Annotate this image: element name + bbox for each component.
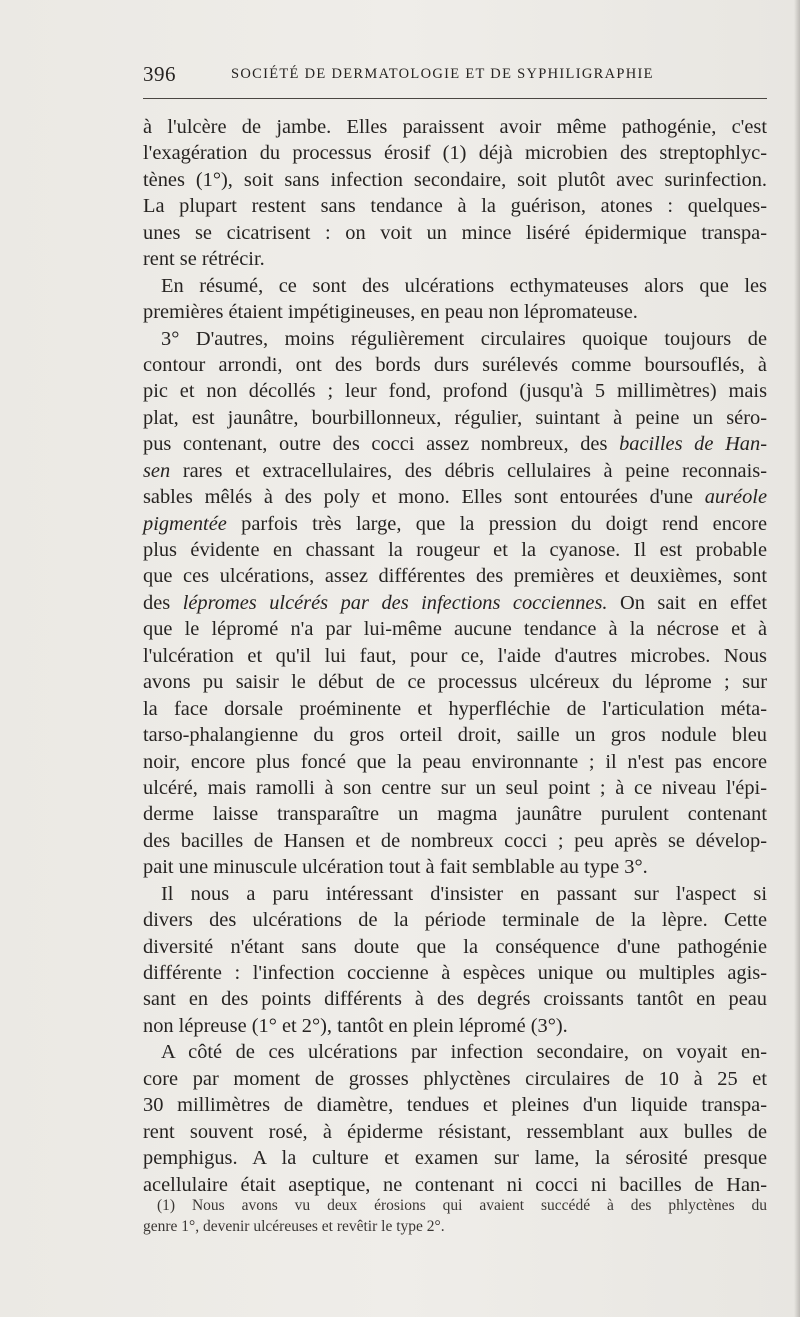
- text-line: premières étaient impétigineuses, en peau non lépromateuse.: [143, 301, 638, 324]
- text-line: ulcéré, mais ramolli à son centre sur un seul point ; à ce niveau l'épi-: [143, 776, 767, 799]
- text-line: tarso-phalangienne du gros orteil droit, saille un gros nodule bleu: [143, 724, 767, 747]
- text-line: pait une minuscule ulcération tout à fait semblable au type 3°.: [143, 856, 648, 879]
- text-line: tènes (1°), soit sans infection secondaire, soit plutôt avec surinfection.: [143, 168, 767, 191]
- text-line: derme laisse transparaître un magma jaunâtre purulent contenant: [143, 803, 767, 826]
- text-line: plus évidente en chassant la rougeur et la cyanose. Il est probable: [143, 539, 767, 561]
- text-line: l'ulcération et qu'il lui faut, pour ce, l'aide d'autres microbes. Nous: [143, 644, 767, 667]
- text-line: différente : l'infection coccienne à espèces unique ou multiples agis-: [143, 962, 767, 984]
- text-line: que ces ulcérations, assez différentes des premières et deuxièmes, sont: [143, 565, 767, 588]
- text-line: des bacilles de Hansen et de nombreux cocci ; peu après se dévelop-: [143, 829, 767, 852]
- footnote-line: (1) Nous avons vu deux érosions qui avaient succédé à des phlyctènes du: [157, 1197, 767, 1214]
- text-line: La plupart restent sans tendance à la guérison, atones : quelques-: [143, 195, 767, 218]
- text-line: core par moment de grosses phlyctènes circulaires de 10 à 25 et: [143, 1067, 767, 1090]
- text-line: diversité n'étant sans doute que la conséquence d'une pathogénie: [143, 935, 767, 958]
- page-edge-shadow: [794, 0, 800, 1317]
- text-line: A côté de ces ulcérations par infection secondaire, on voyait en-: [161, 1041, 767, 1064]
- running-title: SOCIÉTÉ DE DERMATOLOGIE ET DE SYPHILIGRAPHIE: [231, 66, 654, 82]
- text-line: que le lépromé n'a par lui-même aucune tendance à la nécrose et à: [143, 618, 767, 641]
- header-rule: [143, 98, 767, 99]
- italic-run: lépromes ulcérés par des infections cocciennes.: [182, 591, 608, 614]
- text-line: sant en des points différents à des degrés croissants tantôt en peau: [143, 988, 767, 1011]
- text-line: divers des ulcérations de la période terminale de la lèpre. Cette: [143, 909, 767, 932]
- text-line: avons pu saisir le début de ce processus ulcéreux du léprome ; sur: [143, 671, 767, 694]
- text-line: des lépromes ulcérés par des infections cocciennes. On sait en effet: [143, 591, 767, 614]
- text-line: 3° D'autres, moins régulièrement circulaires quoique toujours de: [161, 327, 767, 350]
- text-line: plat, est jaunâtre, bourbillonneux, régulier, suintant à peine un séro-: [143, 406, 767, 429]
- text-line: rent souvent rosé, à épiderme résistant, ressemblant aux bulles de: [143, 1120, 767, 1143]
- text-line: non lépreuse (1° et 2°), tantôt en plein lépromé (3°).: [143, 1014, 568, 1037]
- text-line: acellulaire était aseptique, ne contenant ni cocci ni bacilles de Han-: [143, 1173, 767, 1196]
- text-line: unes se cicatrisent : on voit un mince liséré épidermique transpa-: [143, 221, 767, 244]
- footnote-line: genre 1°, devenir ulcéreuses et revêtir le type 2°.: [143, 1218, 445, 1235]
- page-number: 396: [143, 62, 176, 86]
- text-line: noir, encore plus foncé que la peau environnante ; il n'est pas encore: [143, 750, 767, 773]
- text-line: sen rares et extracellulaires, des débris cellulaires à peine reconnais-: [143, 459, 767, 482]
- text-line: pus contenant, outre des cocci assez nombreux, des bacilles de Han-: [143, 433, 767, 456]
- page-header: [143, 60, 767, 92]
- text-line: pigmentée parfois très large, que la pression du doigt rend encore: [143, 512, 767, 535]
- text-line: En résumé, ce sont des ulcérations ecthymateuses alors que les: [161, 274, 767, 297]
- text-line: pemphigus. A la culture et examen sur lame, la sérosité presque: [143, 1147, 767, 1170]
- body-text: [143, 114, 767, 1198]
- text-line: contour arrondi, ont des bords durs surélevés comme boursouflés, à: [143, 353, 767, 376]
- text-line: l'exagération du processus érosif (1) déjà microbien des streptophlyc-: [143, 142, 767, 165]
- italic-run: auréole: [704, 486, 767, 509]
- text-line: à l'ulcère de jambe. Elles paraissent avoir même pathogénie, c'est: [143, 116, 767, 138]
- text-line: pic et non décollés ; leur fond, profond (jusqu'à 5 millimètres) mais: [143, 380, 767, 403]
- text-line: sables mêlés à des poly et mono. Elles sont entourées d'une auréole: [143, 486, 767, 509]
- text-line: 30 millimètres de diamètre, tendues et pleines d'un liquide transpa-: [143, 1094, 767, 1117]
- italic-run: bacilles de Han-: [619, 433, 767, 456]
- footnotes: [143, 1195, 767, 1237]
- text-line: la face dorsale proéminente et hyperfléchie de l'articulation méta-: [143, 697, 767, 720]
- italic-run: sen: [143, 459, 171, 482]
- italic-run: pigmentée: [143, 512, 227, 535]
- text-line: Il nous a paru intéressant d'insister en passant sur l'aspect si: [161, 882, 767, 905]
- text-line: rent se rétrécir.: [143, 248, 265, 271]
